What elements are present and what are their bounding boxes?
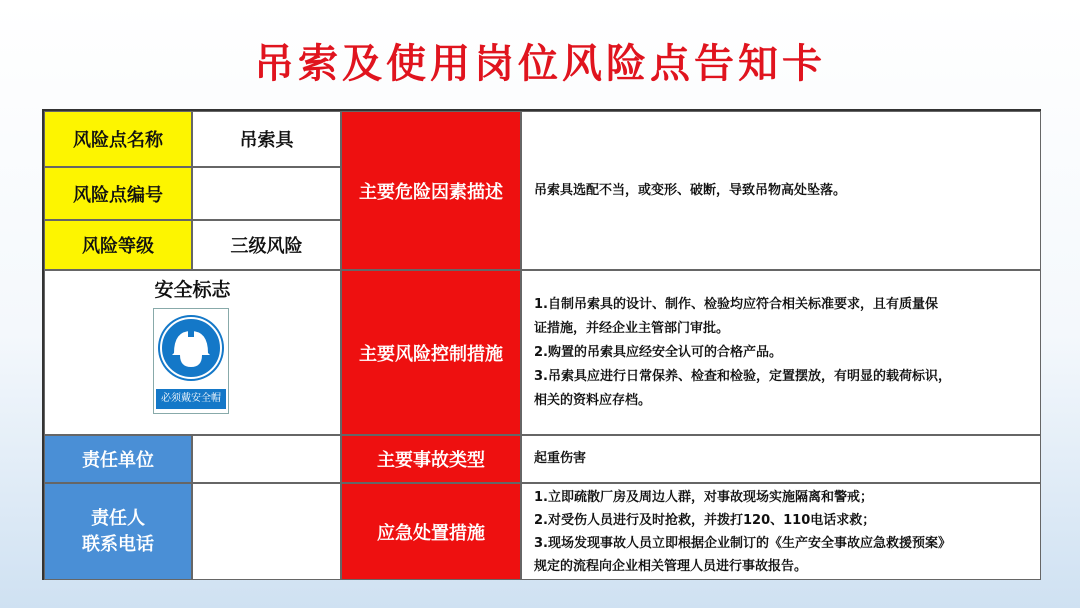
accident-text: 起重伤害 (534, 451, 587, 466)
contact-label-line2: 联系电话 (82, 533, 154, 555)
hazard-text: 吊索具选配不当，或变形、破断，导致吊物高处坠落。 (534, 182, 847, 198)
control-label: 主要风险控制措施 (341, 270, 521, 435)
safety-sign (153, 308, 229, 414)
risk-code-value (192, 167, 341, 220)
risk-name-label: 风险点名称 (44, 111, 192, 167)
control-line: 3.吊索具应进行日常保养、检查和检验，定置摆放，有明显的载荷标识， (534, 368, 951, 384)
accident-type (521, 435, 1041, 483)
risk-name-value: 吊索具 (192, 111, 341, 167)
hazard-description (521, 111, 1041, 270)
risk-card (42, 109, 1041, 580)
control-line: 2.购置的吊索具应经安全认可的合格产品。 (534, 344, 782, 360)
emergency-line: 2.对受伤人员进行及时抢救，并拨打120、110电话求救； (534, 512, 876, 528)
risk-level-value: 三级风险 (192, 220, 341, 270)
unit-label: 责任单位 (44, 435, 192, 483)
emergency-line: 规定的流程向企业相关管理人员进行事故报告。 (534, 558, 808, 574)
control-line: 相关的资料应存档。 (534, 392, 652, 408)
risk-level-label: 风险等级 (44, 220, 192, 270)
safety-sign-caption: 必须戴安全帽 (156, 389, 226, 409)
safety-sign-title: 安全标志 (154, 279, 231, 301)
control-line: 证措施，并经企业主管部门审批。 (534, 320, 730, 336)
hard-hat-mandatory-icon (158, 315, 224, 381)
emergency-line: 1.立即疏散厂房及周边人群，对事故现场实施隔离和警戒； (534, 489, 873, 505)
risk-code-label: 风险点编号 (44, 167, 192, 220)
contact-value (192, 483, 341, 580)
emergency-line: 3.现场发现事故人员立即根据企业制订的《生产安全事故应急救援预案》 (534, 535, 951, 551)
emergency-measures (521, 483, 1041, 580)
contact-label (44, 483, 192, 580)
emergency-label: 应急处置措施 (341, 483, 521, 580)
page-title: 吊索及使用岗位风险点告知卡 (254, 41, 826, 87)
control-line: 1.自制吊索具的设计、制作、检验均应符合相关标准要求，且有质量保 (534, 296, 938, 312)
accident-label: 主要事故类型 (341, 435, 521, 483)
contact-label-line1: 责任人 (91, 507, 145, 529)
unit-value (192, 435, 341, 483)
control-measures (521, 270, 1041, 435)
hazard-label: 主要危险因素描述 (341, 111, 521, 270)
